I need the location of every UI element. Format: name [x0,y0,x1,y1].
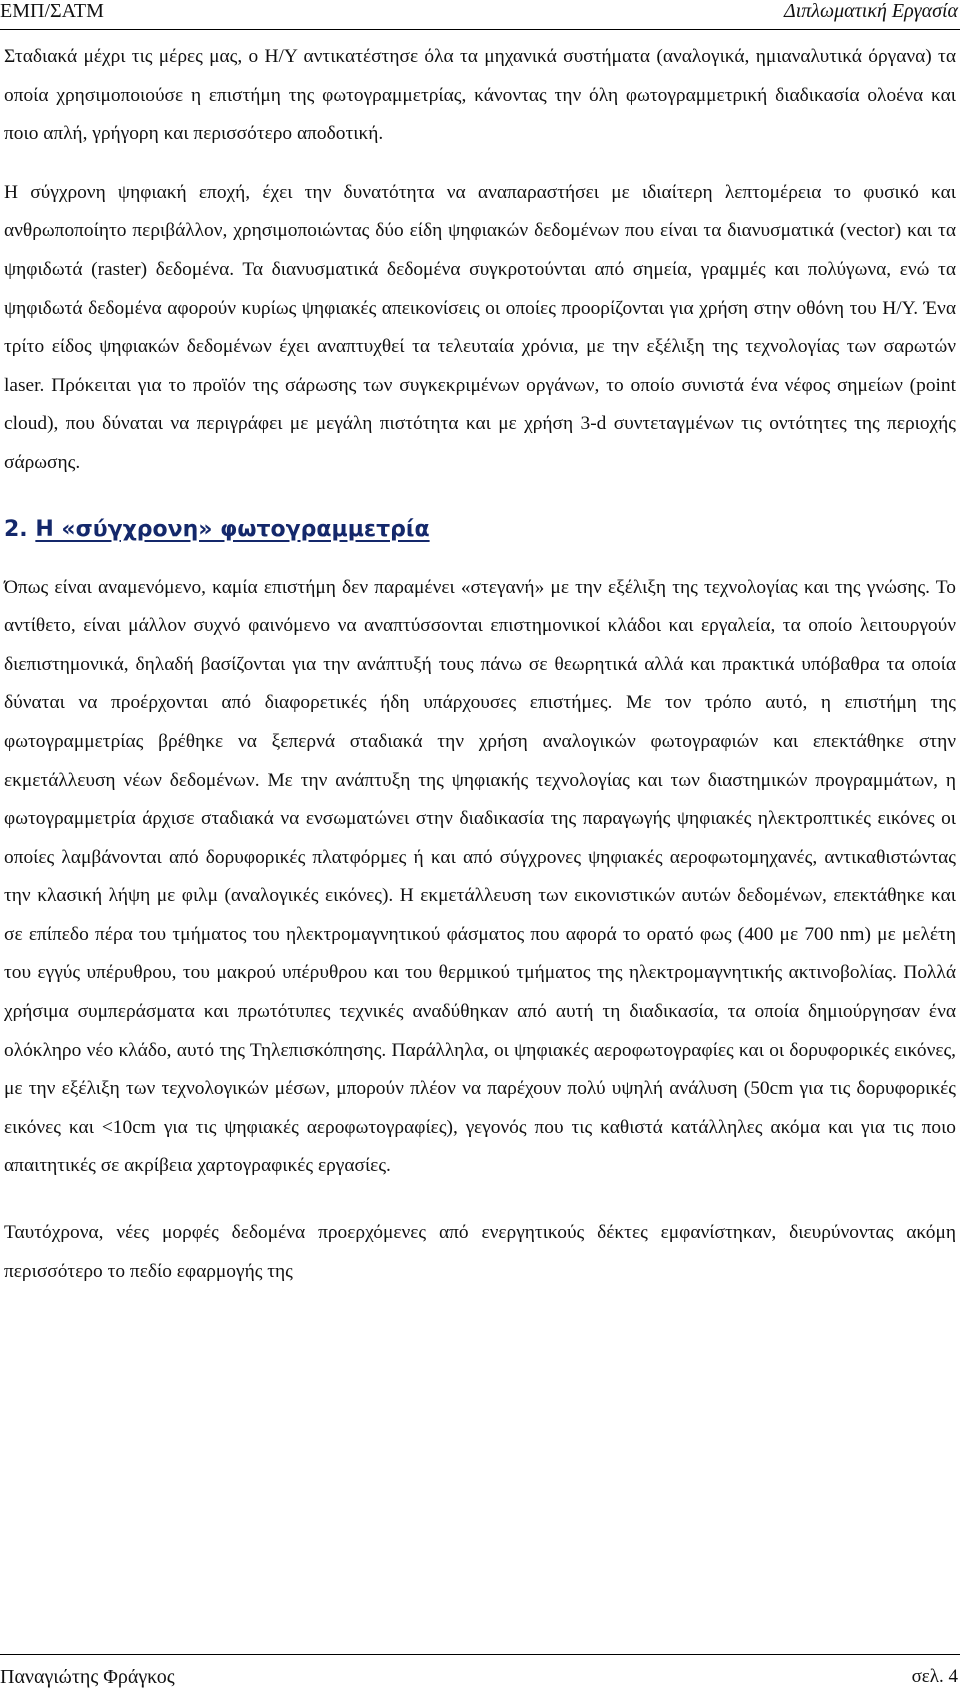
header-document-type: Διπλωματική Εργασία [784,0,958,22]
paragraph-modern-photogrammetry: Όπως είναι αναμενόμενο, καμία επιστήμη δεν παραμένει «στεγανή» με την εξέλιξη της τεχνολογίας και της γνώσης. Το αντίθετο, είναι μάλλον συχνό φαινόμενο να αναπτύσσονται επιστημονικοί κλάδοι και εργαλεία, τα οποίο λειτουργούν διεπιστημονικά, δηλαδή βασίζονται για την ανάπτυξή τους πάνω σε θεωρητικά αλλά και πρακτικά υπόβαθρα τα οποία δύναται να προέρχονται από διαφορετικές ήδη υπάρχουσες επιστήμες. Με τον τρόπο αυτό, η επιστήμη της φωτογραμμετρίας βρέθηκε να ξεπερνά σταδιακά την χρήση αναλογικών φωτογραφιών και επεκτάθηκε στην εκμετάλλευση νέων δεδομένων. Με την ανάπτυξη της ψηφιακής τεχνολογίας και των διαστημικών προγραμμάτων, η φωτογραμμετρία άρχισε σταδιακά να ενσωματώνει στην διαδικασία της παραγωγής ψηφιακές ηλεκτροπτικές εικόνες οι οποίες λαμβάνονται από δορυφορικές πλατφόρμες ή και από σύγχρονες ψηφιακές αεροφωτομηχανές, αντικαθιστώντας την κλασική λήψη με φιλμ (αναλογικές εικόνες). Η εκμετάλλευση των εικονιστικών αυτών δεδομένων, επεκτάθηκε και σε επίπεδο πέρα του τμήματος του ηλεκτρομαγνητικού φάσματος που αφορά το ορατό φως (400 με 700 nm) με μελέτη του εγγύς υπέρυθρου, του μακρού υπέρυθρου και του θερμικού τμήματος της ηλεκτρομαγνητικής ακτινοβολίας. Πολλά χρήσιμα συμπεράσματα και πρωτότυπες τεχνικές αναδύθηκαν από αυτή τη διαδικασία, τα οποία δημιούργησαν ένα ολόκληρο νέο κλάδο, αυτό της Τηλεπισκόπησης. Παράλληλα, οι ψηφιακές αεροφωτογραφίες και οι δορυφορικές εικόνες, με την εξέλιξη των τεχνολογικών μέσων, μπορούν πλέον να παρέχουν πολύ υψηλή ανάλυση (50cm για τις δορυφορικές εικόνες και <10cm για τις ψηφιακές αεροφωτογραφίες), γεγονός που τις καθιστά κατάλληλες ακόμα και για τις ποιο απαιτητικές σε ακρίβεια χαρτογραφικές εργασίες. [4,576,956,1177]
footer-rule [0,1654,960,1655]
section-number: 2. [4,516,28,542]
page-footer [0,1654,960,1694]
paragraph-active-sensors: Ταυτόχρονα, νέες μορφές δεδομένα προερχόμενες από ενεργητικούς δέκτες εμφανίστηκαν, διευρύνοντας ακόμη περισσότερο το πεδίο εφαρμογής της [4,1222,956,1282]
section-heading [4,513,956,547]
page-header [0,0,960,30]
section-title: Η «σύγχρονη» φωτογραμμετρία [35,516,430,542]
header-institution: ΕΜΠ/ΣΑΤΜ [0,0,104,22]
header-rule [0,29,960,30]
footer-page-number: σελ. 4 [911,1666,958,1687]
page-body [4,38,956,1291]
paragraph-intro: Σταδιακά μέχρι τις μέρες μας, ο Η/Υ αντικατέστησε όλα τα μηχανικά συστήματα (αναλογικά, ημιαναλυτικά όργανα) τα οποία χρησιμοποιούσε η επιστήμη της φωτογραμμετρίας, κάνοντας την όλη φωτογραμμετρική διαδικασία ολοένα και ποιο απλή, γρήγορη και περισσότερο αποδοτική. [4,46,956,145]
paragraph-digital-data: Η σύγχρονη ψηφιακή εποχή, έχει την δυνατότητα να αναπαραστήσει με ιδιαίτερη λεπτομέρεια το φυσικό και ανθρωποποίητο περιβάλλον, χρησιμοποιώντας δύο είδη ψηφιακών δεδομένων που είναι τα διανυσματικά (vector) και τα ψηφιδωτά (raster) δεδομένα. Τα διανυσματικά δεδομένα συγκροτούνται από σημεία, γραμμές και πολύγωνα, ενώ τα ψηφιδωτά δεδομένα αφορούν κυρίως ψηφιακές απεικονίσεις οι οποίες προορίζονται για χρήση στην οθόνη του Η/Υ. Ένα τρίτο είδος ψηφιακών δεδομένων έχει αναπτυχθεί τα τελευταία χρόνια, με την εξέλιξη της τεχνολογίας των σαρωτών laser. Πρόκειται για το προϊόν της σάρωσης των συγκεκριμένων οργάνων, το οποίο συνιστά ένα νέφος σημείων (point cloud), που δύναται να περιγράφει με μεγάλη πιστότητα και με χρήση 3-d συντεταγμένων τις οντότητες της περιοχής σάρωσης. [4,181,956,473]
footer-author: Παναγιώτης Φράγκος [0,1666,175,1688]
